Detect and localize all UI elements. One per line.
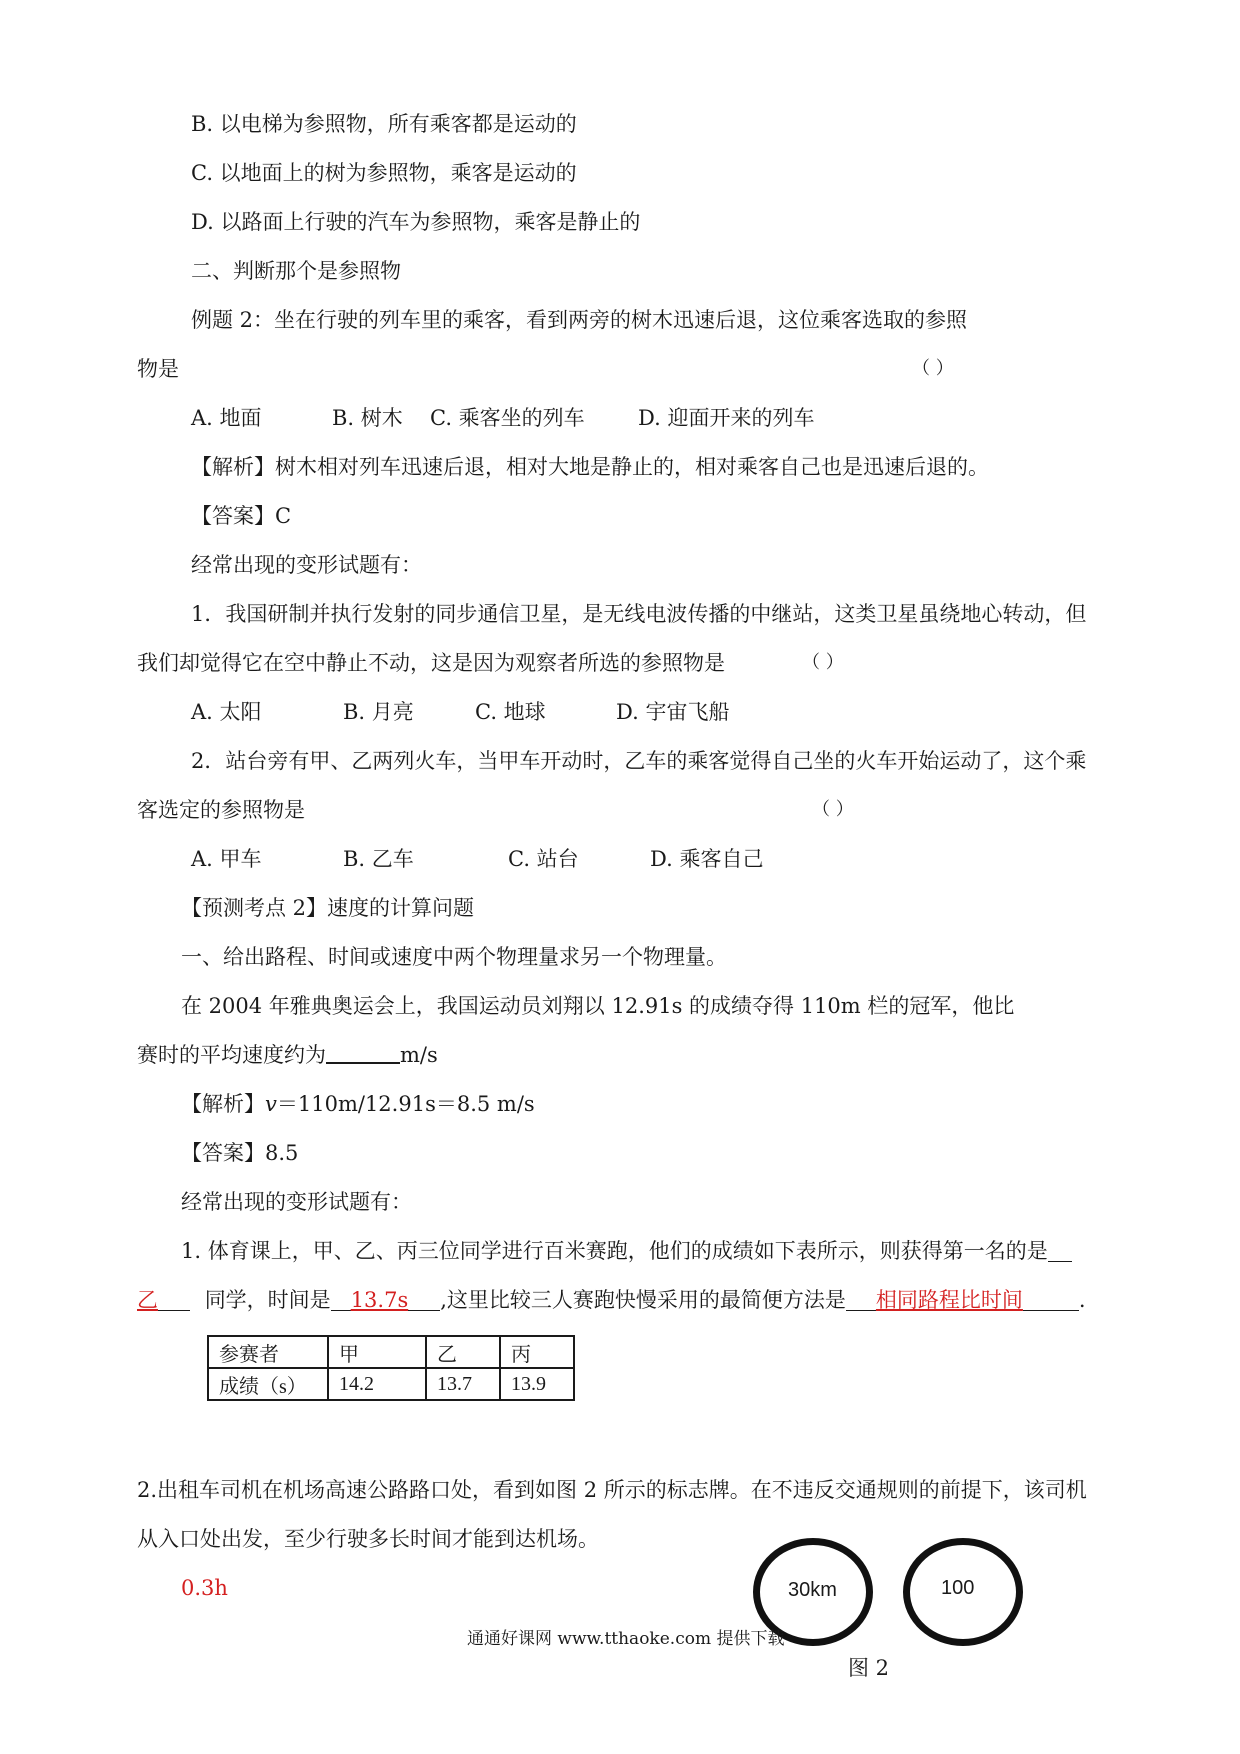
- answer-time: 13.7s: [350, 1288, 409, 1312]
- taxi-question-line1: 2.出租车司机在机场高速公路路口处，看到如图 2 所示的标志牌。在不违反交通规则的前提下，该司机: [137, 1478, 1087, 1502]
- option-b: B. 树木: [332, 406, 403, 430]
- question-text: 同学，时间是: [204, 1288, 331, 1312]
- table-row: [208, 1368, 574, 1400]
- score-table: [207, 1335, 575, 1401]
- race-question-line1: [181, 1237, 1072, 1265]
- answer: 【答案】8.5: [181, 1141, 299, 1165]
- variants-heading: 经常出现的变形试题有：: [181, 1190, 412, 1214]
- option-b: B. 月亮: [343, 700, 414, 724]
- option-c: C. 乘客坐的列车: [430, 406, 585, 430]
- option-d: D. 宇宙飞船: [616, 700, 730, 724]
- period: .: [1078, 1288, 1086, 1312]
- option-c: C. 地球: [475, 700, 546, 724]
- variants-heading: 经常出现的变形试题有：: [191, 553, 422, 577]
- table-cell: 13.7: [426, 1368, 500, 1400]
- unit: m/s: [400, 1043, 438, 1067]
- footer-source: 通通好课网 www.tthaoke.com 提供下载: [467, 1629, 785, 1649]
- taxi-answer: 0.3h: [181, 1576, 228, 1600]
- analysis-label: 【解析】: [181, 1092, 265, 1116]
- option-d: D. 迎面开来的列车: [638, 406, 815, 430]
- option-d: D. 乘客自己: [650, 847, 764, 871]
- figure-caption: 图 2: [848, 1656, 890, 1680]
- option-a: A. 太阳: [191, 700, 262, 724]
- question-text: 赛时的平均速度约为: [137, 1043, 326, 1067]
- analysis: 【解析】树木相对列车迅速后退，相对大地是静止的，相对乘客自己也是迅速后退的。: [191, 455, 989, 479]
- table-cell: 13.9: [500, 1368, 574, 1400]
- answer-bracket: （ ）: [812, 799, 854, 820]
- table-cell: 成绩（s）: [208, 1368, 328, 1400]
- sign-speed-text: 100: [941, 1577, 975, 1599]
- speed-example-line1: 在 2004 年雅典奥运会上，我国运动员刘翔以 12.91s 的成绩夺得 110m 栏的冠军，他比: [181, 994, 1015, 1018]
- answer-blank: [846, 1288, 876, 1311]
- analysis: [181, 1090, 535, 1118]
- race-question-line2: [137, 1286, 1086, 1314]
- taxi-question-line2: 从入口处出发，至少行驶多长时间才能到达机场。: [137, 1527, 599, 1551]
- option-a: A. 甲车: [191, 847, 262, 871]
- answer-method: 相同路程比时间: [875, 1288, 1023, 1312]
- variant-1-line1: 1．我国研制并执行发射的同步通信卫星，是无线电波传播的中继站，这类卫星虽绕地心转动，但: [191, 602, 1087, 626]
- option-c: C. 以地面上的树为参照物，乘客是运动的: [191, 161, 577, 185]
- section-title: 一、给出路程、时间或速度中两个物理量求另一个物理量。: [181, 945, 727, 969]
- answer-blank: [1048, 1239, 1072, 1262]
- question-text: ,这里比较三人赛跑快慢采用的最简便方法是: [440, 1288, 846, 1312]
- option-d: D. 以路面上行驶的汽车为参照物，乘客是静止的: [191, 210, 641, 234]
- sign-distance-text: 30km: [788, 1579, 837, 1601]
- answer-blank: [408, 1288, 440, 1311]
- answer-blank[interactable]: [326, 1042, 400, 1064]
- option-c: C. 站台: [508, 847, 579, 871]
- table-cell: 乙: [426, 1336, 500, 1368]
- speed-example-line2: [137, 1041, 438, 1069]
- answer-bracket: （ ）: [912, 358, 954, 379]
- question-text: 1. 体育课上，甲、乙、丙三位同学进行百米赛跑，他们的成绩如下表所示，则获得第一名的是: [181, 1239, 1048, 1263]
- speed-limit-sign: [903, 1538, 1023, 1646]
- table-cell: 14.2: [328, 1368, 426, 1400]
- table-cell: 丙: [500, 1336, 574, 1368]
- velocity-symbol: v: [265, 1092, 277, 1116]
- option-a: A. 地面: [191, 406, 262, 430]
- table-cell: 甲: [328, 1336, 426, 1368]
- option-b: B. 以电梯为参照物，所有乘客都是运动的: [191, 112, 577, 136]
- answer-blank: [1023, 1288, 1079, 1311]
- variant-1-line2: 我们却觉得它在空中静止不动，这是因为观察者所选的参照物是: [137, 651, 725, 675]
- variant-2-line1: 2．站台旁有甲、乙两列火车，当甲车开动时，乙车的乘客觉得自己坐的火车开始运动了，这个乘: [191, 749, 1087, 773]
- analysis-formula: ＝110m/12.91s＝8.5 m/s: [276, 1092, 535, 1116]
- answer-first-place: 乙: [137, 1288, 158, 1312]
- forecast-heading: 【预测考点 2】速度的计算问题: [181, 896, 475, 920]
- table-row: [208, 1336, 574, 1368]
- example-2-line1: 例题 2：坐在行驶的列车里的乘客，看到两旁的树木迅速后退，这位乘客选取的参照: [191, 308, 968, 332]
- answer-blank: [158, 1288, 190, 1311]
- answer: 【答案】C: [191, 504, 292, 528]
- variant-2-line2: 客选定的参照物是: [137, 798, 305, 822]
- section-title: 二、判断那个是参照物: [191, 259, 401, 283]
- example-2-line2: 物是: [137, 357, 179, 381]
- option-b: B. 乙车: [343, 847, 414, 871]
- answer-bracket: （ ）: [802, 652, 844, 673]
- table-cell: 参赛者: [208, 1336, 328, 1368]
- answer-blank: [331, 1288, 351, 1311]
